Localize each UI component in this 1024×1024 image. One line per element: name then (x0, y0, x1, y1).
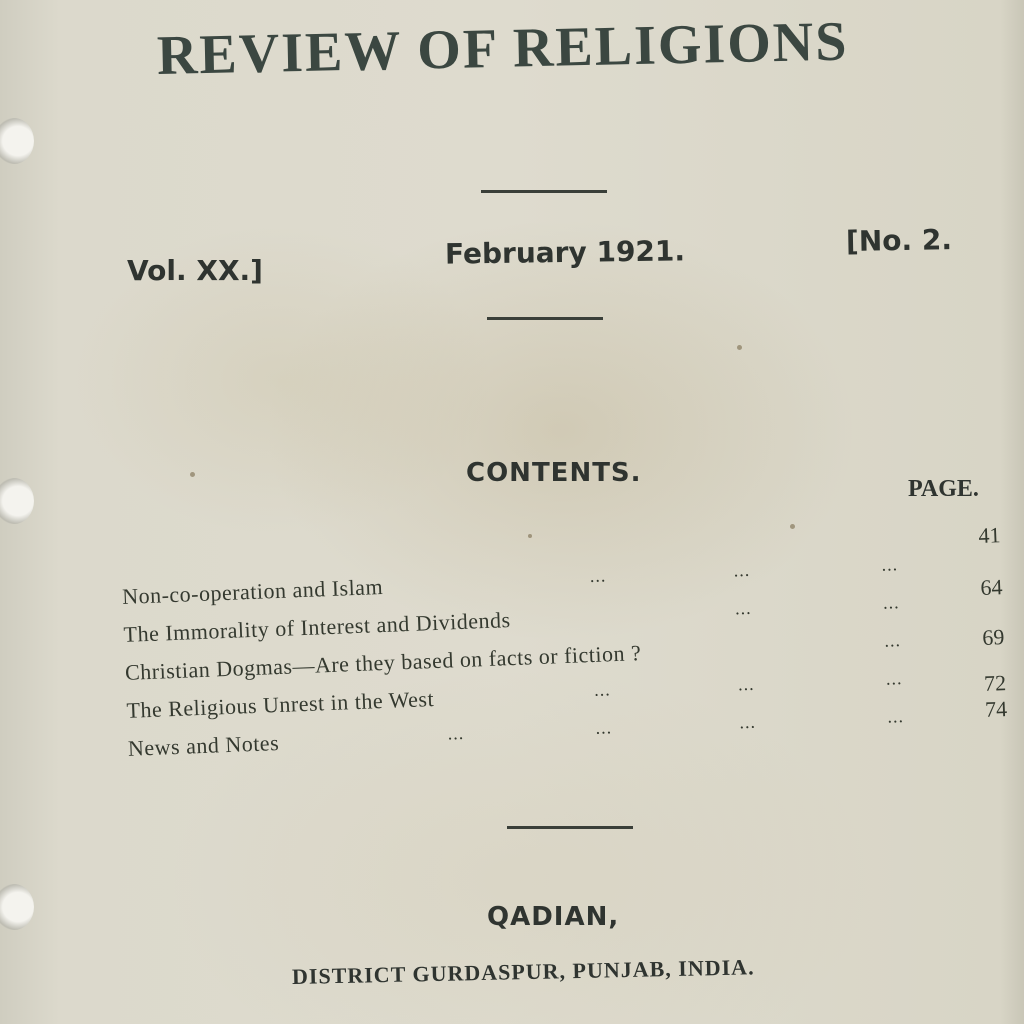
toc-leader: ... (589, 565, 607, 586)
toc-entry-page: 74 (984, 696, 1008, 722)
toc-leader: ... (595, 717, 613, 738)
contents-heading: CONTENTS. (466, 458, 642, 488)
toc-entry-page: 41 (977, 522, 1001, 549)
journal-title: REVIEW OF RELIGIONS (156, 10, 849, 87)
toc-entry-page: 69 (981, 624, 1005, 650)
paper-speck (190, 472, 195, 477)
toc-entry-title: The Immorality of Interest and Dividends (123, 607, 512, 647)
toc-entry-title: The Religious Unrest in the West (126, 686, 435, 723)
issue-date: February 1921. (444, 234, 686, 271)
table-of-contents (120, 506, 1008, 770)
toc-leader: ... (881, 554, 899, 575)
imprint-place: QADIAN, (487, 902, 620, 932)
punch-hole (0, 118, 34, 164)
toc-leader: ... (593, 679, 611, 700)
toc-leader: ... (734, 597, 752, 619)
toc-leader: ... (882, 592, 900, 613)
toc-entry-title: News and Notes (127, 730, 280, 761)
imprint-district: DISTRICT GURDASPUR, PUNJAB, INDIA. (291, 954, 755, 989)
punch-hole (0, 884, 34, 930)
toc-entry-page: 64 (979, 574, 1003, 600)
issue-line (0, 223, 1024, 292)
divider-rule (507, 826, 633, 829)
toc-leader: ... (447, 722, 465, 744)
punch-hole (0, 478, 34, 524)
page-column-heading: PAGE. (908, 476, 979, 502)
toc-entry-title: Christian Dogmas—Are they based on facts or fiction ? (124, 640, 642, 685)
toc-leader: ... (733, 559, 751, 581)
toc-leader: ... (886, 706, 905, 727)
toc-leader: ... (885, 668, 903, 689)
divider-rule (481, 190, 607, 193)
volume-label: Vol. XX.] (127, 254, 263, 287)
toc-leader: ... (884, 630, 902, 651)
toc-entry-title: Non-co-operation and Islam (121, 573, 384, 609)
divider-rule (487, 317, 603, 320)
paper-speck (737, 345, 742, 350)
toc-leader: ... (737, 673, 755, 695)
issue-number: [No. 2. (845, 223, 953, 258)
toc-entry-page: 72 (983, 670, 1007, 696)
toc-leader: ... (739, 711, 757, 733)
